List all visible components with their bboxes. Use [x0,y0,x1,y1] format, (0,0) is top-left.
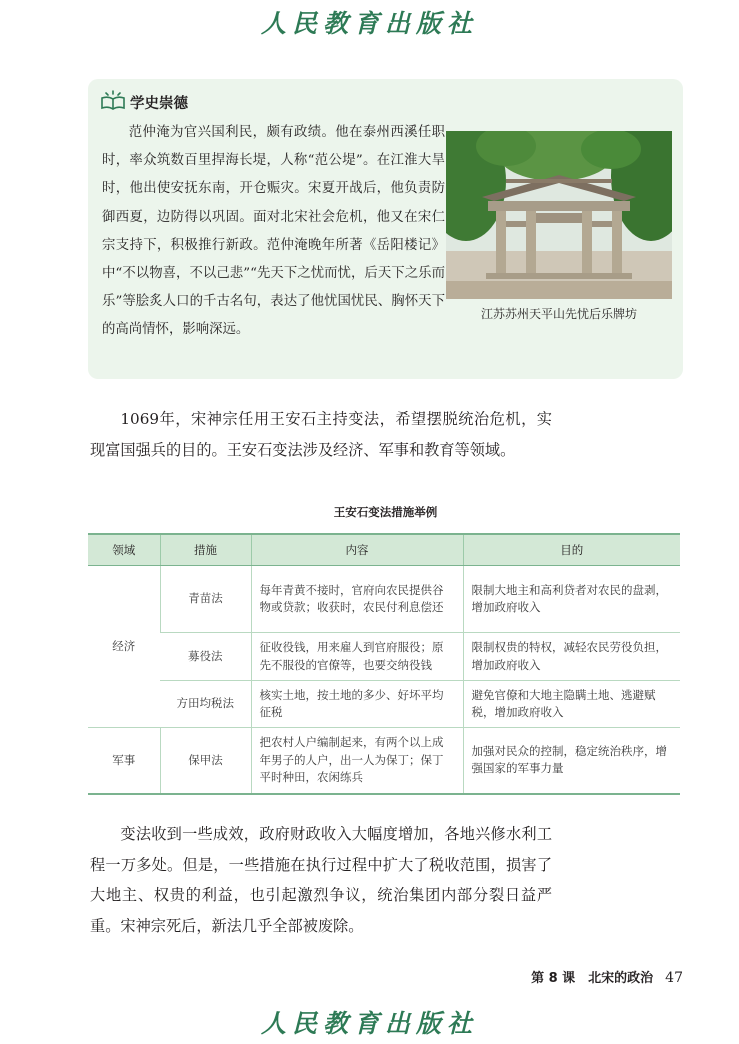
table-row [88,681,680,728]
publisher-logo-bottom: 人民教育出版社 [260,1009,478,1038]
lesson-title: 第 8 课 北宋的政治 [531,971,654,986]
content-cell: 把农村人户编制起来，有两个以上成年男子的人户，出一人为保丁；保丁平时种田，农闲练兵 [251,728,463,794]
content-cell: 每年青黄不接时，官府向农民提供谷物或贷款；收获时，农民付利息偿还 [251,566,463,633]
header-purpose: 目的 [463,534,680,566]
measure-cell: 青苗法 [160,566,251,633]
purpose-cell: 加强对民众的控制，稳定统治秩序，增强国家的军事力量 [463,728,680,794]
table-row [88,633,680,681]
content-cell: 征收役钱，用来雇人到官府服役；原先不服役的官僚等，也要交纳役钱 [251,633,463,681]
body-paragraph-2: 变法收到一些成效，政府财政收入大幅度增加，各地兴修水利工程一万多处。但是，一些措施在执行过程中扩大了税收范围，损害了大地主、权贵的利益，也引起激烈争议，统治集团内部分裂日益严重。宋神宗死后，新法几乎全部被废除。 [90,825,552,935]
header-domain: 领域 [88,534,160,566]
measure-cell: 保甲法 [160,728,251,794]
publisher-logo-top: 人民教育出版社 [260,9,478,38]
table-header-row [88,534,680,566]
measure-cell: 方田均税法 [160,681,251,728]
reform-measures-table [88,533,680,795]
table-title: 王安石变法措施举例 [333,505,438,519]
content-cell: 核实土地，按土地的多少、好坏平均征税 [251,681,463,728]
domain-cell-economy: 经济 [88,566,160,728]
measure-cell: 募役法 [160,633,251,681]
photo-caption: 江苏苏州天平山先忧后乐牌坊 [480,307,637,321]
body-paragraph-1: 1069年，宋神宗任用王安石主持变法，希望摆脱统治危机，实现富国强兵的目的。王安石变法涉及经济、军事和教育等领域。 [90,410,552,459]
sidebar-box-header [100,91,188,113]
archway-photo [446,131,672,299]
table-row [88,566,680,633]
page-number: 47 [665,970,683,986]
table-row [88,728,680,794]
sidebar-box-text: 范仲淹为官兴国利民，颇有政绩。他在泰州西溪任职时，率众筑数百里捍海长堤，人称“范公堤”。在江淮大旱时，他出使安抚东南，开仓赈灾。宋夏开战后，他负责防御西夏，边防得以巩固。面对北宋社会危机，他又在宋仁宗支持下，积极推行新政。范仲淹晚年所著《岳阳楼记》中“不以物喜，不以己悲”“先天下之忧而忧，后天下之乐而乐”等脍炙人口的千古名句，表达了他忧国忧民、胸怀天下的高尚情怀，影响深远。 [102,125,445,338]
open-book-icon [100,90,126,114]
sidebar-box-title: 学史崇德 [130,95,188,112]
header-content: 内容 [251,534,463,566]
domain-cell-military: 军事 [88,728,160,794]
sidebar-box [88,79,683,379]
purpose-cell: 避免官僚和大地主隐瞒土地、逃避赋税，增加政府收入 [463,681,680,728]
purpose-cell: 限制权贵的特权，减轻农民劳役负担，增加政府收入 [463,633,680,681]
purpose-cell: 限制大地主和高利贷者对农民的盘剥，增加政府收入 [463,566,680,633]
header-measure: 措施 [160,534,251,566]
page-footer [0,967,683,986]
